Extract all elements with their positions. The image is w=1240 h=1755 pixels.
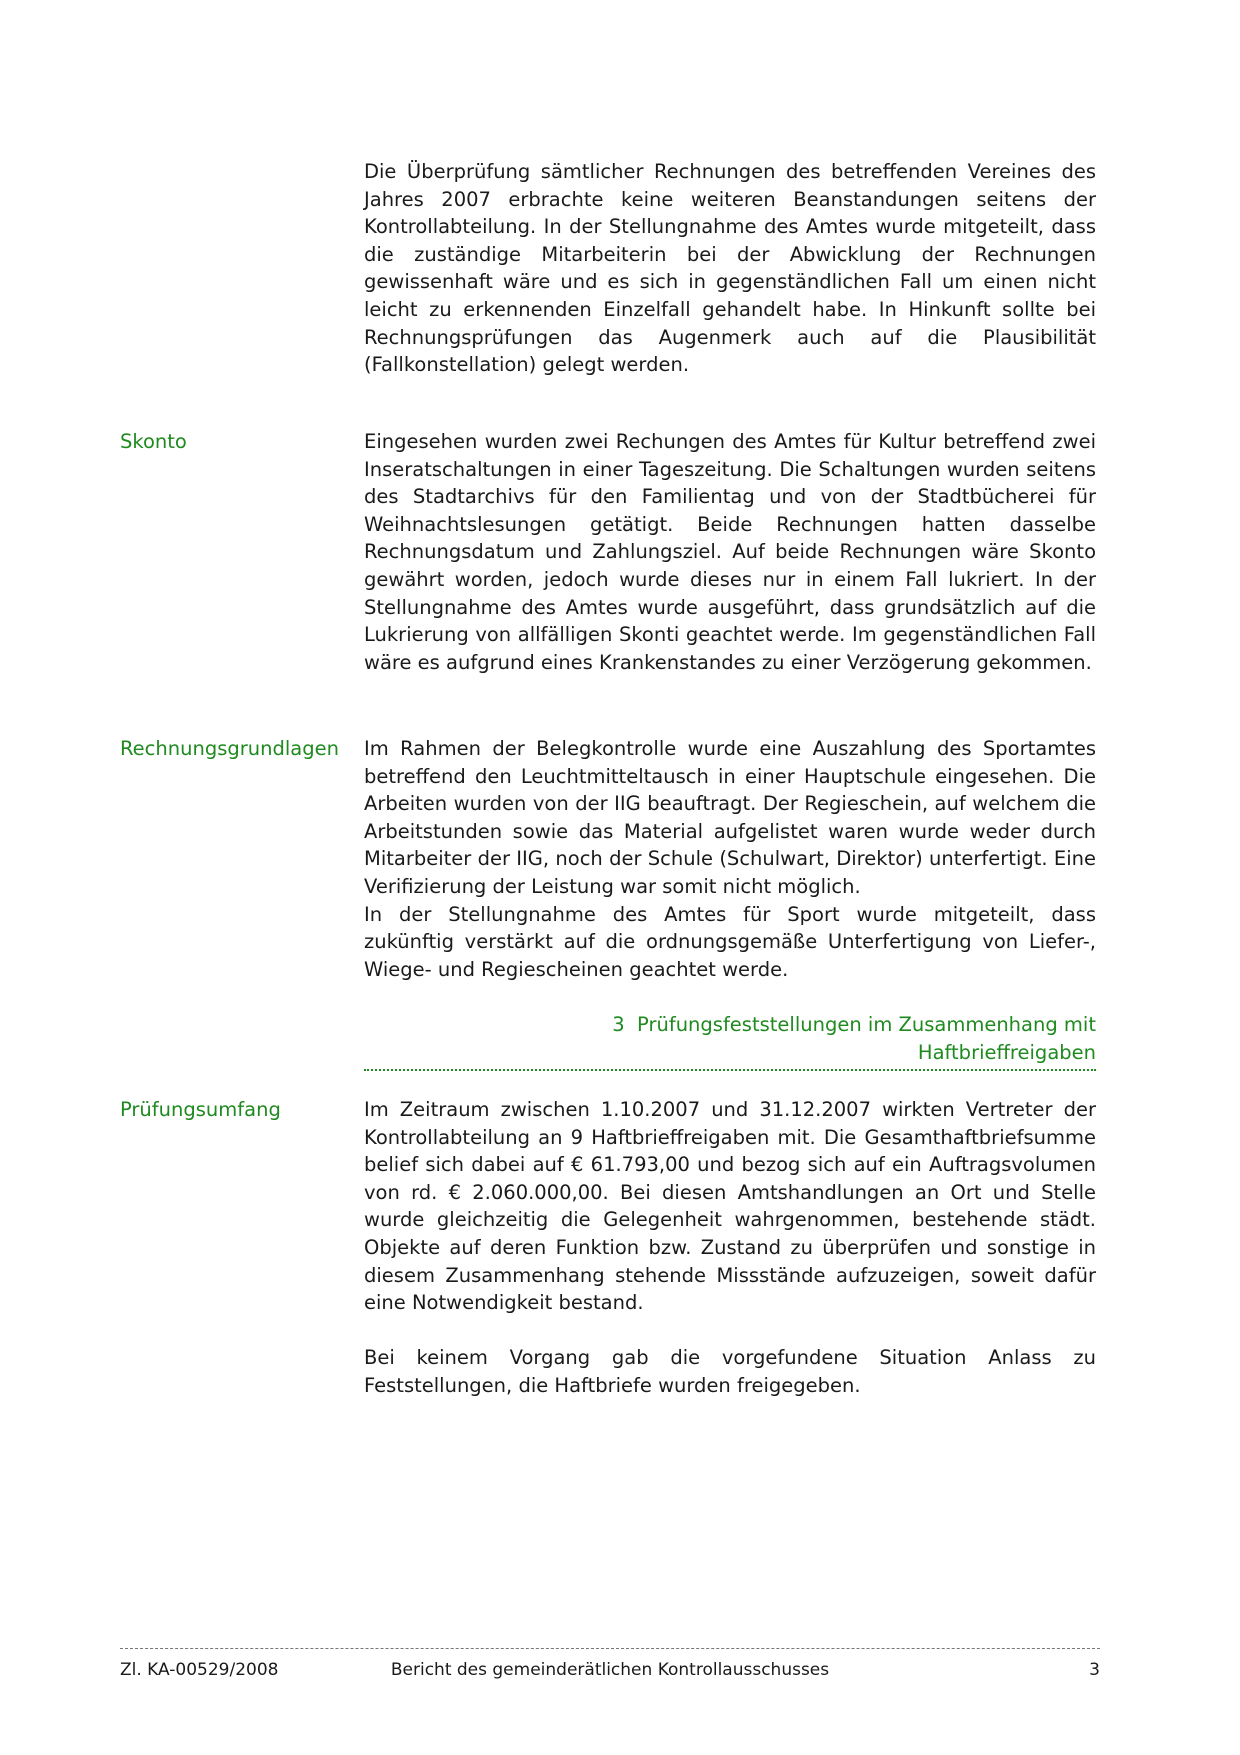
- chapter-heading: [364, 1011, 1096, 1066]
- page-number: 3: [1089, 1660, 1100, 1680]
- chapter-title-line2: Haftbrieffreigaben: [917, 1040, 1096, 1064]
- section-body: [364, 1096, 1096, 1400]
- paragraph: In der Stellungnahme des Amtes für Sport wurde mitgeteilt, dass zukünftig verstärkt auf die ordnungsgemäße Unterfertigung von Liefer-, Wiege- und Regiescheinen geachtet werde.: [364, 902, 1096, 981]
- heading-divider: [364, 1069, 1096, 1071]
- section-body: [364, 428, 1096, 676]
- paragraph: Im Rahmen der Belegkontrolle wurde eine Auszahlung des Sportamtes betreffend den Leuchtmitteltausch in einer Hauptschule eingesehen. Die Arbeiten wurden von der IIG beauftragt. Der Regieschein, auf welchem die Arbeitstunden sowie das Material aufgelistet waren wurde weder durch Mitarbeiter der IIG, noch der Schule (Schulwart, Direktor) unterfertigt. Eine Verifizierung der Leistung war somit nicht möglich.: [364, 737, 1096, 898]
- section-body: [364, 158, 1096, 379]
- paragraph: Eingesehen wurden zwei Rechungen des Amtes für Kultur betreffend zwei Inseratschaltungen in einer Tageszeitung. Die Schaltungen wurden seitens des Stadtarchivs für den Familientag und von der Stadtbücherei für Weihnachtslesungen getätigt. Beide Rechnungen hatten dasselbe Rechnungsdatum und Zahlungsziel. Auf beide Rechnungen wäre Skonto gewährt worden, jedoch wurde dieses nur in einem Fall lukriert. In der Stellungnahme des Amtes wurde ausgeführt, dass grundsätzlich auf die Lukrierung von allfälligen Skonti geachtet werde. Im gegenständlichen Fall wäre es aufgrund eines Krankenstandes zu einer Verzögerung gekommen.: [364, 430, 1096, 674]
- paragraph: Im Zeitraum zwischen 1.10.2007 und 31.12.2007 wirkten Vertreter der Kontrollabteilung an 9 Haftbrieffreigaben mit. Die Gesamthaftbriefsumme belief sich dabei auf € 61.793,00 und bezog sich auf ein Auftragsvolumen von rd. € 2.060.000,00. Bei diesen Amtshandlungen an Ort und Stelle wurde gleichzeitig die Gelegenheit wahrgenommen, bestehende städt. Objekte auf deren Funktion bzw. Zustand zu überprüfen und sonstige in diesem Zusammenhang stehende Missstände aufzuzeigen, soweit dafür eine Notwendigkeit bestand.: [364, 1098, 1096, 1315]
- side-label-pruefungsumfang: Prüfungsumfang: [120, 1098, 281, 1121]
- paragraph: Die Überprüfung sämtlicher Rechnungen des betreffenden Vereines des Jahres 2007 erbrachte keine weiteren Beanstandungen seitens der Kontrollabteilung. In der Stellungnahme des Amtes wurde mitgeteilt, dass die zuständige Mitarbeiterin bei der Abwicklung der Rechnungen gewissenhaft wäre und es sich in gegenständlichen Fall um einen nicht leicht zu erkennenden Einzelfall gehandelt habe. In Hinkunft sollte bei Rechnungsprüfungen das Augenmerk auch auf die Plausibilität (Fallkonstellation) gelegt werden.: [364, 160, 1096, 377]
- chapter-title-line1: Prüfungsfeststellungen im Zusammenhang mit: [637, 1013, 1096, 1036]
- footer-title: Bericht des gemeinderätlichen Kontrollausschusses: [390, 1660, 830, 1680]
- chapter-number: 3: [612, 1013, 625, 1036]
- side-label-skonto: Skonto: [120, 430, 187, 453]
- side-label-rechnungsgrundlagen: Rechnungsgrundlagen: [120, 737, 339, 760]
- footer-divider: [120, 1648, 1100, 1649]
- section-body: [364, 735, 1096, 983]
- paragraph: Bei keinem Vorgang gab die vorgefundene Situation Anlass zu Feststellungen, die Haftbriefe wurden freigegeben.: [364, 1346, 1096, 1397]
- page-footer: [120, 1658, 1100, 1682]
- footer-reference: Zl. KA-00529/2008: [120, 1660, 279, 1680]
